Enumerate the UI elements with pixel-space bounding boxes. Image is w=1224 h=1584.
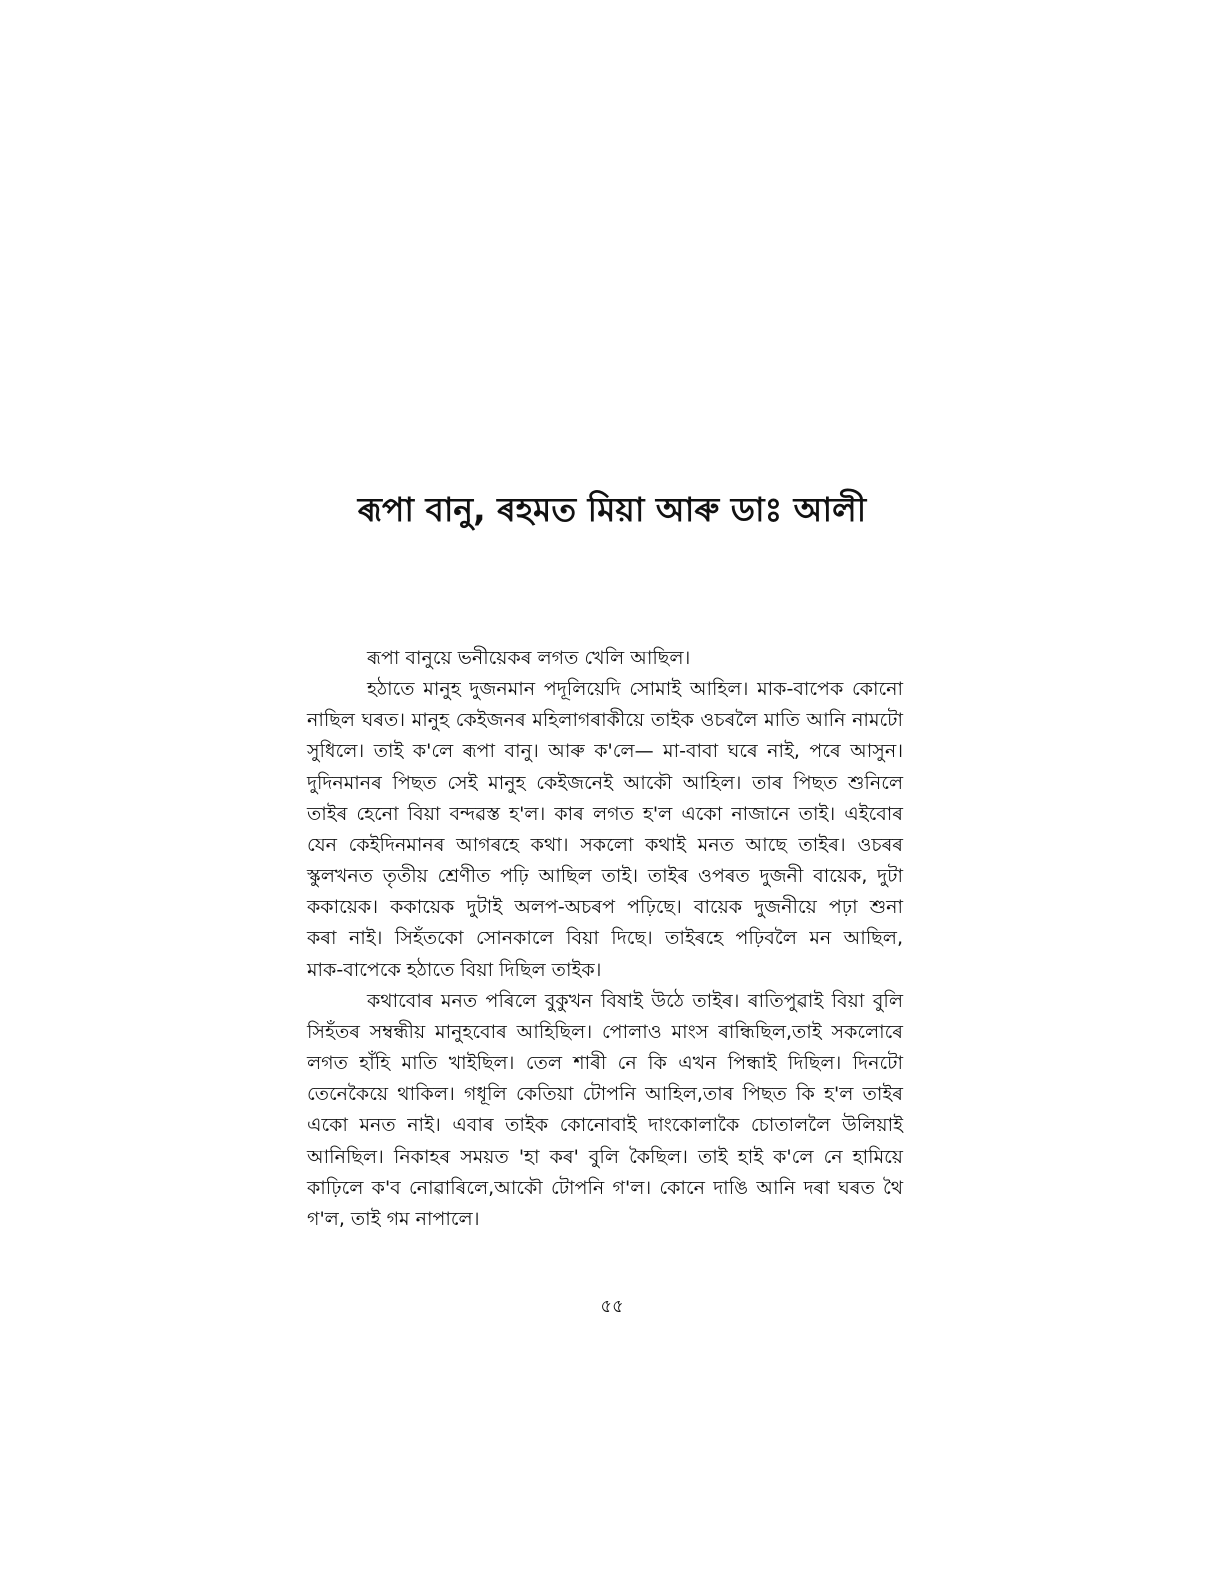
body-text: [307, 643, 903, 1235]
chapter-title: ৰূপা বানু, ৰহমত মিয়া আৰু ডাঃ আলী: [357, 490, 867, 529]
text-line: যেন কেইদিনমানৰ আগৰহে কথা। সকলো কথাই মনত আছে তাইৰ। ওচৰৰ: [307, 833, 903, 856]
page-number: ৫৫: [600, 1296, 624, 1317]
text-line: দুদিনমানৰ পিছত সেই মানুহ কেইজনেই আকৌ আহিল। তাৰ পিছত শুনিলে: [307, 771, 903, 794]
text-line: সুধিলে। তাই ক'লে ৰূপা বানু। আৰু ক'লে— মা-বাবা ঘৰে নাই, পৰে আসুন।: [307, 740, 903, 763]
text-line: ককায়েক। ককায়েক দুটাই অলপ-অচৰপ পঢ়িছে। বায়েক দুজনীয়ে পঢ়া শুনা: [307, 896, 903, 919]
text-line: হঠাতে মানুহ দুজনমান পদূলিয়েদি সোমাই আহিল। মাক-বাপেক কোনো: [367, 678, 903, 701]
text-line: গ'ল, তাই গম নাপালে।: [307, 1207, 480, 1230]
text-line: কাঢ়িলে ক'ব নোৱাৰিলে,আকৌ টোপনি গ'ল। কোনে দাঙি আনি দৰা ঘৰত থৈ: [307, 1176, 903, 1199]
text-line: কৰা নাই। সিহঁতকো সোনকালে বিয়া দিছে। তাইৰহে পঢ়িবলৈ মন আছিল,: [307, 927, 903, 950]
text-line: একো মনত নাই। এবাৰ তাইক কোনোবাই দাংকোলাকৈ চোতাললৈ উলিয়াই: [307, 1114, 903, 1137]
text-line: তাইৰ হেনো বিয়া বন্দৱস্ত হ'ল। কাৰ লগত হ'ল একো নাজানে তাই। এইবোৰ: [307, 802, 903, 825]
text-line: সিহঁতৰ সম্বন্ধীয় মানুহবোৰ আহিছিল। পোলাও মাংস ৰান্ধিছিল,তাই সকলোৰে: [307, 1020, 903, 1043]
text-line: আনিছিল। নিকাহৰ সময়ত 'হা কৰ' বুলি কৈছিল। তাই হাই ক'লে নে হামিয়ে: [307, 1145, 903, 1168]
text-line: মাক-বাপেকে হঠাতে বিয়া দিছিল তাইক।: [307, 958, 602, 981]
text-line: নাছিল ঘৰত। মানুহ কেইজনৰ মহিলাগৰাকীয়ে তাইক ওচৰলৈ মাতি আনি নামটো: [307, 709, 903, 732]
text-line: তেনেকৈয়ে থাকিল। গধূলি কেতিয়া টোপনি আহিল,তাৰ পিছত কি হ'ল তাইৰ: [307, 1083, 903, 1106]
text-line: কথাবোৰ মনত পৰিলে বুকুখন বিষাই উঠে তাইৰ। ৰাতিপুৱাই বিয়া বুলি: [367, 989, 903, 1012]
text-line: ৰূপা বানুয়ে ভনীয়েকৰ লগত খেলি আছিল।: [367, 647, 691, 669]
text-line: লগত হাঁহি মাতি খাইছিল। তেল শাৰী নে কি এখন পিন্ধাই দিছিল। দিনটো: [307, 1052, 903, 1075]
text-line: স্কুলখনত তৃতীয় শ্ৰেণীত পঢ়ি আছিল তাই। তাইৰ ওপৰত দুজনী বায়েক, দুটা: [307, 865, 903, 888]
